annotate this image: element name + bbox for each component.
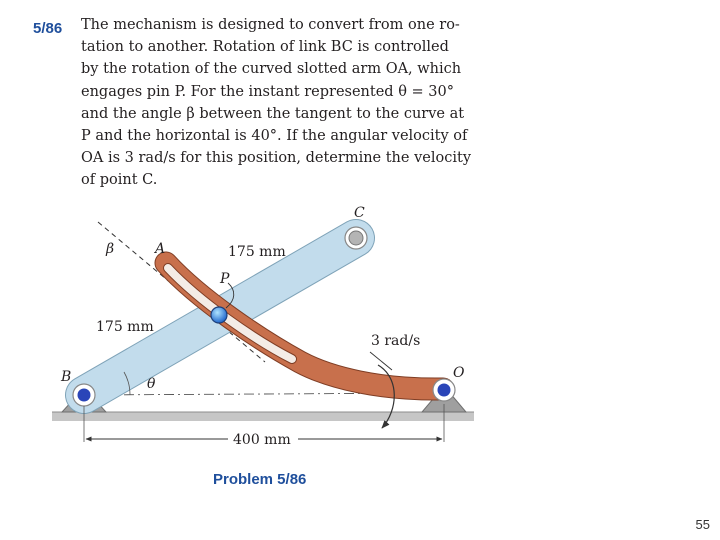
figure-caption: Problem 5/86	[213, 471, 307, 488]
omega-label: 3 rad/s	[371, 333, 421, 349]
problem-line: of point C.	[81, 172, 158, 189]
label-a: A	[155, 241, 166, 257]
problem-line: by the rotation of the curved slotted arm OA, which	[81, 61, 462, 78]
label-p: P	[220, 271, 230, 287]
problem-number: 5/86	[33, 20, 63, 37]
label-o: O	[453, 365, 465, 381]
problem-line: The mechanism is designed to convert from one ro-	[81, 17, 460, 33]
label-c: C	[354, 205, 365, 221]
problem-line: P and the horizontal is 40°. If the angular velocity of	[81, 128, 468, 145]
problem-line: tation to another. Rotation of link BC is controlled	[81, 39, 449, 56]
problem-line: and the angle β between the tangent to the curve at	[81, 105, 465, 122]
pin-b	[73, 384, 95, 406]
pin-c	[345, 227, 367, 249]
dim-bottom-label: 400 mm	[233, 432, 291, 448]
problem-line: engages pin P. For the instant represented θ = 30°	[81, 83, 454, 100]
label-beta: β	[106, 241, 115, 257]
ground	[52, 412, 474, 421]
slide-number: 55	[695, 517, 710, 532]
label-b: B	[61, 369, 72, 385]
pin-o	[433, 379, 455, 401]
problem-line: OA is 3 rad/s for this position, determine the velocity	[81, 150, 472, 167]
pin-p	[211, 307, 227, 323]
label-theta: θ	[147, 376, 156, 392]
dim-left-label: 175 mm	[96, 319, 154, 335]
dim-top-label: 175 mm	[228, 244, 286, 260]
